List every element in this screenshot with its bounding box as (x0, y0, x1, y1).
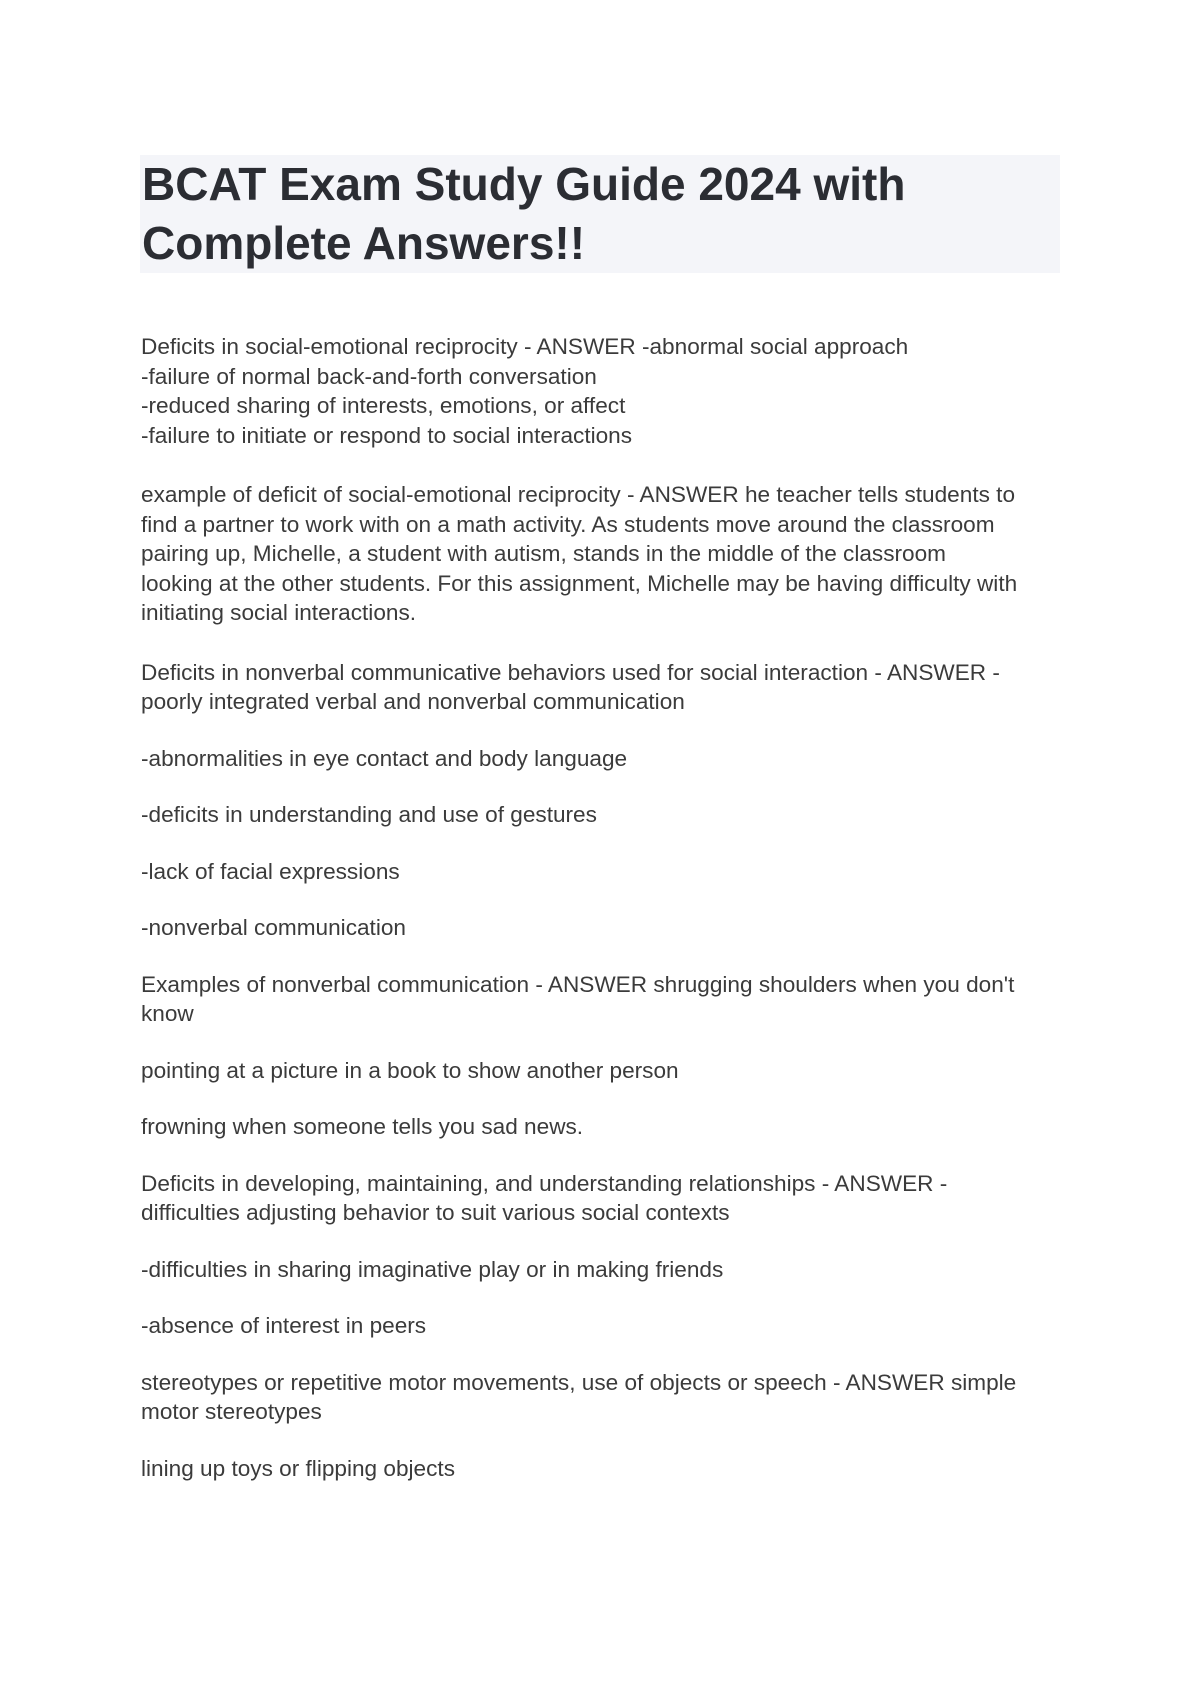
title-block (140, 155, 1060, 273)
paragraph-gestures: -deficits in understanding and use of gestures (141, 802, 597, 827)
paragraph-lining-up-toys: lining up toys or flipping objects (141, 1455, 455, 1481)
paragraph-nonverbal-deficits: Deficits in nonverbal communicative behaviors used for social interaction - ANSWER - poorly integrated verbal and nonverbal communication (141, 659, 1000, 714)
paragraph-nonverbal-communication: -nonverbal communication (141, 915, 406, 940)
paragraph-facial-expressions: -lack of facial expressions (141, 858, 400, 884)
paragraph-relationship-deficits: Deficits in developing, maintaining, and understanding relationships - ANSWER - difficulties adjusting behavior to suit various social contexts (141, 1170, 948, 1225)
paragraph-imaginative-play: -difficulties in sharing imaginative play or in making friends (141, 1256, 724, 1282)
paragraph-example-deficit: example of deficit of social-emotional reciprocity - ANSWER he teacher tells students to find a partner to work with on a math activity. As students move around the classroom pairing up, Michelle, a student with autism, stands in the middle of the classroom looking at the other students. For this assignment, Michelle may be having difficulty with initiating social interactions. (141, 482, 1018, 625)
paragraph-interest-peers: -absence of interest in peers (141, 1313, 427, 1338)
paragraph-pointing: pointing at a picture in a book to show another person (141, 1057, 679, 1083)
paragraph-social-emotional-reciprocity: Deficits in social-emotional reciprocity - ANSWER -abnormal social approach -failure of normal back-and-forth conversation -reduced sharing of interests, emotions, or affect -failure to initiate or respond to social interactions (141, 334, 909, 448)
paragraph-eye-contact: -abnormalities in eye contact and body language (141, 745, 628, 771)
page-title: BCAT Exam Study Guide 2024 with Complete Answers!! (142, 158, 906, 269)
paragraph-nonverbal-examples: Examples of nonverbal communication - ANSWER shrugging shoulders when you don't know (141, 971, 1015, 1026)
paragraph-stereotypes: stereotypes or repetitive motor movements, use of objects or speech - ANSWER simple motor stereotypes (141, 1369, 1017, 1424)
document-body (141, 332, 1066, 1483)
paragraph-frowning: frowning when someone tells you sad news. (141, 1114, 584, 1139)
